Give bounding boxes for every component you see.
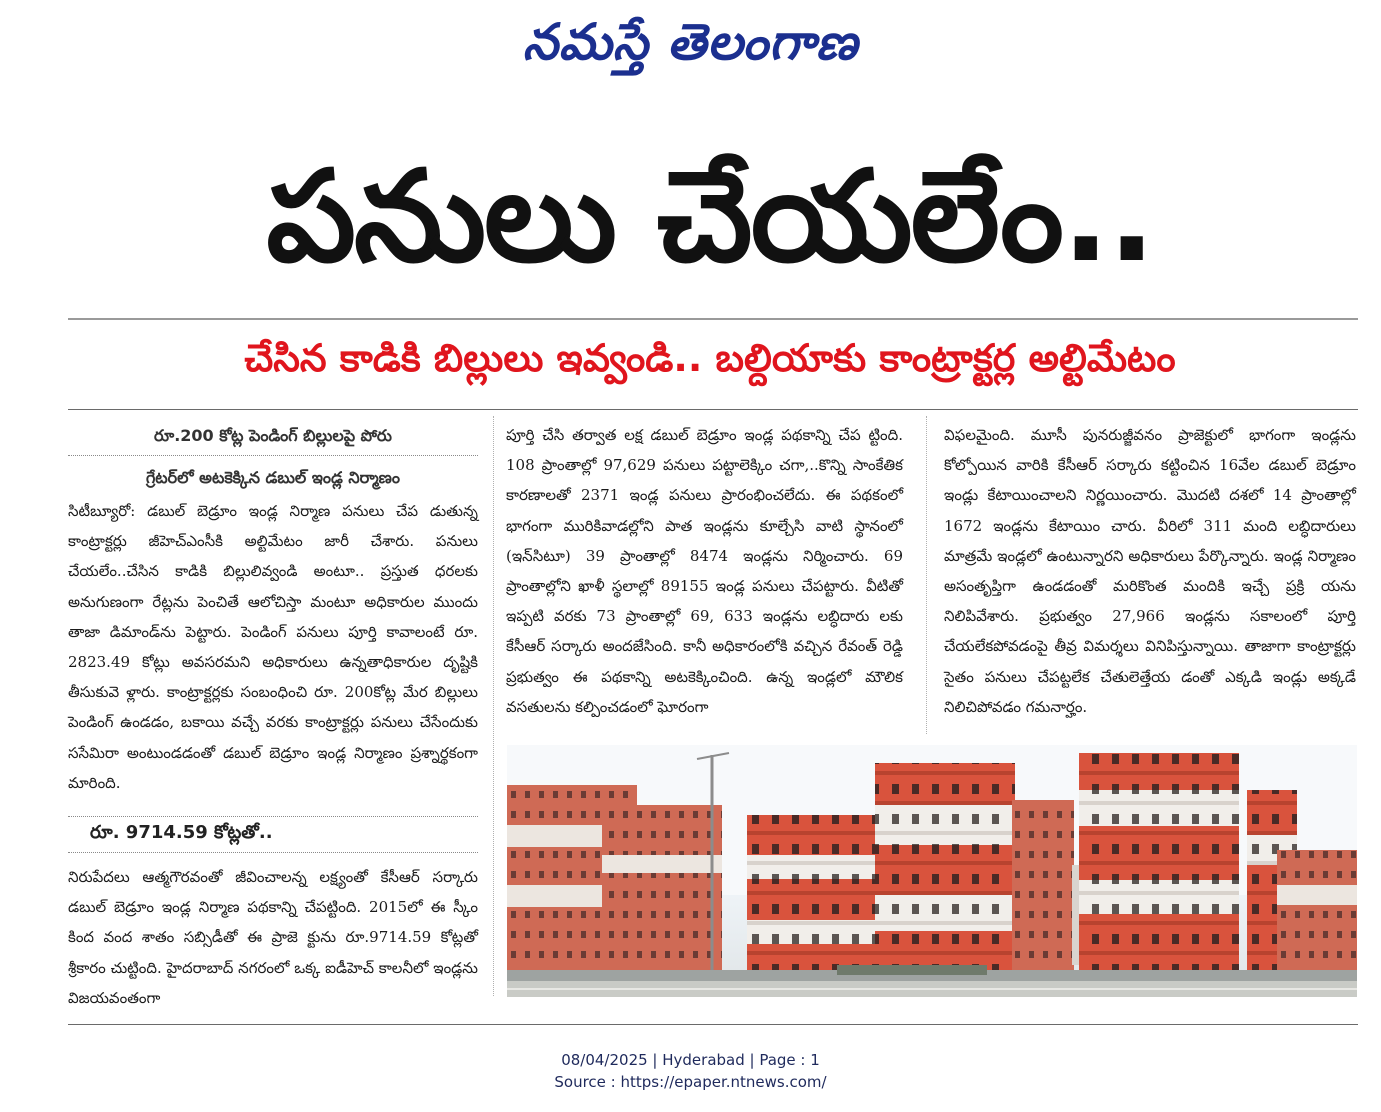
- footer-date-edition: 08/04/2025 | Hyderabad | Page : 1: [561, 1051, 820, 1069]
- article-column-3: [944, 420, 1356, 722]
- article-paragraph-2: నిరుపేదలు ఆత్మగౌరవంతో జీవించాలన్న లక్ష్యంతో కేసీఆర్‌ సర్కారు డబుల్‌ బెడ్రూం ఇండ్ల నిర్మాణ పథకాన్ని చేపట్టింది. 2015లో ఈ స్కీం కింద వంద శాతం సబ్సిడీతో ఈ ప్రాజె క్టును రూ.9714.59 కోట్లతో శ్రీకారం చుట్టింది. హైదరాబాద్‌ నగరంలో ఒక్క ఐడీహెచ్‌ కాలనీలో ఇండ్లను విజయవంతంగా: [68, 868, 478, 1007]
- article-paragraph-3: పూర్తి చేసి తర్వాత లక్ష డబుల్‌ బెడ్రూం ఇండ్ల పథకాన్ని చేప ట్టింది. 108 ప్రాంతాల్లో 97,629 పనులు పట్టాలెక్కిం చగా,..కొన్ని సాంకేతిక కారణాలతో 2371 ఇండ్ల పనులు ప్రారంభించలేదు. ఈ పథకంలో భాగంగా మురికివాడల్లోని పాత ఇండ్లను కూల్చేసి వాటి స్థానంలో (ఇన్‌సిటూ) 39 ప్రాంతాల్లో 8474 ఇండ్లను నిర్మించారు. 69 ప్రాంతాల్లోని ఖాళీ స్థలాల్లో 89155 ఇండ్ల పనులు చేపట్టారు. వీటితో ఇప్పటి వరకు 73 ప్రాంతాల్లో 69, 633 ఇండ్లను లబ్ధిదారు లకు కేసీఆర్‌ సర్కారు అందజేసింది. కానీ అధికారంలోకి వచ్చిన రేవంత్‌ రెడ్డి ప్రభుత్వం ఈ పథకాన్ని అటకెక్కించింది. ఉన్న ఇండ్లలో మౌలిక వసతులను కల్పించడంలో ఘోరంగా: [506, 426, 903, 716]
- kicker-2: గ్రేటర్‌లో అటకెక్కిన డబుల్‌ ఇండ్ల నిర్మాణం: [145, 468, 401, 487]
- column-separator-2: [926, 416, 927, 734]
- newspaper-masthead: [0, 2, 1381, 82]
- article-column-1: [68, 496, 478, 798]
- kicker-1: రూ.200 కోట్ల పెండింగ్‌ బిల్లులపై పోరు: [154, 426, 392, 445]
- crosshead-divider-bottom: [68, 852, 478, 853]
- divider-top: [68, 318, 1358, 320]
- apartment-buildings-illustration: [507, 745, 1357, 997]
- footer-source: Source : https://epaper.ntnews.com/: [554, 1073, 827, 1091]
- article-column-2: [506, 420, 903, 722]
- article-paragraph-1: సిటీబ్యూరో: డబుల్‌ బెడ్రూం ఇండ్ల నిర్మాణ పనులు చేప డుతున్న కాంట్రాక్టర్లు జీహెచ్‌ఎంసీకి అల్టిమేటం జారీ చేశారు. పనులు చేయలేం..చేసిన కాడికి బిల్లులివ్వండి అంటూ.. ప్రస్తుత ధరలకు అనుగుణంగా రేట్లను పెంచితే ఆలోచిస్తా మంటూ అధికారుల ముందు తాజా డిమాండ్‌ను పెట్టారు. పెండింగ్‌ పనులు పూర్తి కావాలంటే రూ. 2823.49 కోట్లు అవసరమని అధికారులు ఉన్నతాధికారుల దృష్టికి తీసుకువె ళ్లారు. కాంట్రాక్టర్లకు సంబంధించి రూ. 200కోట్ల మేర బిల్లులు పెండింగ్‌ ఉండడం, బకాయి వచ్చే వరకు కాంట్రాక్టర్లు పనులు చేసేందుకు ససేమిరా అంటుండడంతో డబుల్‌ బెడ్రూం ఇండ్ల నిర్మాణం ప్రశ్నార్థకంగా మారింది.: [68, 502, 478, 792]
- article-paragraph-4: విఫలమైంది. మూసీ పునరుజ్జీవనం ప్రాజెక్టులో భాగంగా ఇండ్లను కోల్పోయిన వారికి కేసీఆర్‌ సర్కారు కట్టించిన 16వేల డబుల్‌ బెడ్రూం ఇండ్లు కేటాయించాలని నిర్ణయించారు. మొదటి దశలో 14 ప్రాంతాల్లో 1672 ఇండ్లను కేటాయిం చారు. వీరిలో 311 మంది లబ్ధిదారులు మాత్రమే ఇండ్లలో ఉంటున్నారని అధికారులు పేర్కొన్నారు. ఇండ్ల నిర్మాణం అసంతృప్తిగా ఉండడంతో మరికొంత మందికి ఇచ్చే ప్రక్రి యను నిలిపివేశారు. ప్రభుత్వం 27,966 ఇండ్లను సకాలంలో పూర్తి చేయలేకపోవడంపై తీవ్ర విమర్శలు వినిపిస్తున్నాయి. తాజాగా కాంట్రాక్టర్లు సైతం పనులు చేపట్టలేక చేతులెత్తేయ డంతో ఎక్కడి ఇండ్లు అక్కడే నిలిచిపోవడం గమనార్హం.: [944, 426, 1356, 716]
- article-column-1b: [68, 862, 478, 1013]
- housing-complex-photo: [507, 745, 1357, 997]
- main-headline: పనులు చేయలేం..: [266, 143, 1154, 290]
- column-separator-1: [493, 416, 494, 996]
- crosshead: రూ. 9714.59 కోట్లతో..: [90, 822, 273, 843]
- masthead-word-2: తెలంగాణ: [667, 12, 859, 71]
- kicker-divider: [68, 455, 478, 456]
- masthead-word-1: నమస్తే: [522, 12, 649, 71]
- divider-below-subhead: [68, 409, 1358, 410]
- divider-bottom: [68, 1024, 1358, 1025]
- sub-headline: చేసిన కాడికి బిల్లులు ఇవ్వండి.. బల్దియాకు కాంట్రాక్టర్ల అల్టిమేటం: [244, 336, 1176, 380]
